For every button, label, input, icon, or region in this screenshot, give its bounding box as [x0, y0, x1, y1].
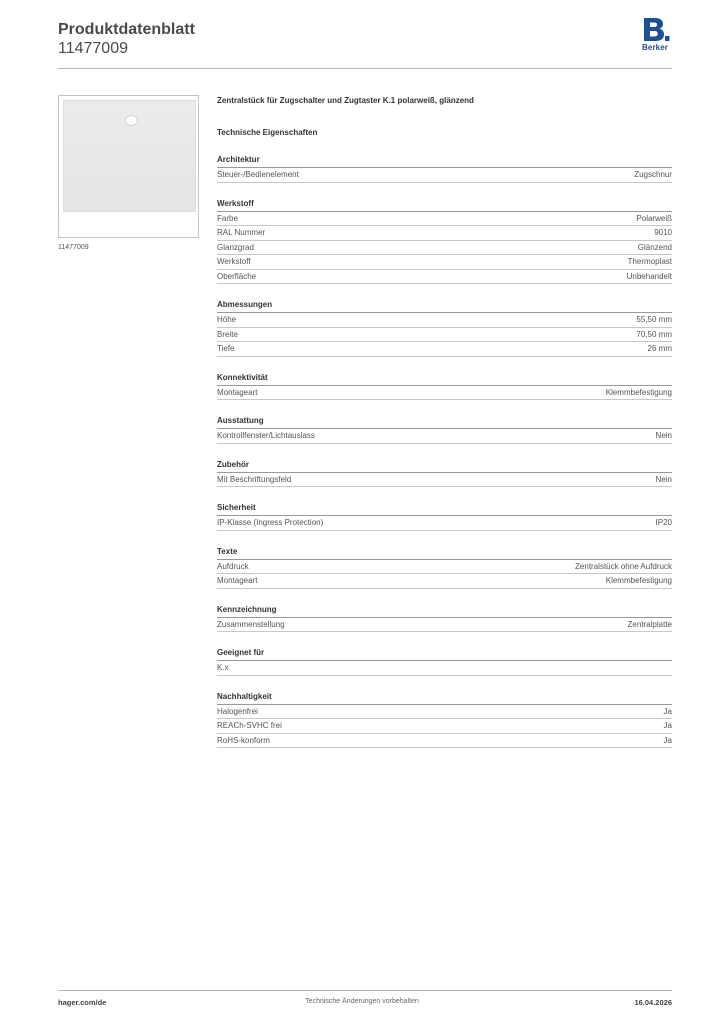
property-value: Zentralplatte [627, 619, 672, 629]
product-name: Zentralstück für Zugschalter und Zugtaster K.1 polarweiß, glänzend [217, 96, 474, 105]
property-row [217, 212, 672, 227]
property-row [217, 386, 672, 401]
property-row [217, 705, 672, 720]
property-label: Halogenfrei [217, 706, 258, 716]
property-label: Zusammenstellung [217, 619, 285, 629]
property-row [217, 574, 672, 589]
property-label: Breite [217, 329, 238, 339]
property-row [217, 342, 672, 357]
property-row [217, 473, 672, 488]
footer-disclaimer: Technische Änderungen vorbehalten [305, 998, 419, 1005]
group-title: Abmessungen [217, 300, 672, 313]
property-value: Polarweiß [636, 213, 672, 223]
property-label: K.x [217, 663, 229, 672]
berker-logo [638, 17, 672, 52]
property-group [217, 648, 672, 676]
property-label: Aufdruck [217, 561, 249, 571]
group-title: Zubehör [217, 460, 672, 473]
image-caption: 11477009 [58, 244, 89, 251]
property-group [217, 416, 672, 444]
property-value: IP20 [655, 518, 672, 527]
property-label: Steuer-/Bedienelement [217, 170, 299, 179]
section-title: Technische Eigenschaften [217, 128, 318, 137]
property-row [217, 618, 672, 633]
property-row [217, 661, 672, 676]
property-row [217, 168, 672, 183]
property-row [217, 241, 672, 256]
property-group [217, 605, 672, 633]
property-row [217, 560, 672, 575]
property-row [217, 328, 672, 343]
property-label: Tiefe [217, 344, 235, 353]
property-group [217, 300, 672, 357]
property-value: Ja [663, 721, 672, 730]
document-header [58, 20, 195, 58]
product-image [58, 95, 199, 238]
property-label: IP-Klasse (Ingress Protection) [217, 518, 324, 527]
property-value: 55,50 mm [636, 315, 672, 324]
group-title: Sicherheit [217, 503, 672, 516]
property-value: Nein [655, 431, 672, 440]
property-group [217, 547, 672, 589]
group-title: Ausstattung [217, 416, 672, 429]
property-label: Glanzgrad [217, 242, 254, 252]
property-label: RAL Nummer [217, 228, 266, 237]
property-value: 9010 [654, 228, 672, 237]
property-row [217, 719, 672, 734]
property-value: Thermoplast [627, 257, 672, 266]
property-group [217, 373, 672, 401]
property-row [217, 255, 672, 270]
pull-cord-hole [125, 115, 138, 126]
group-title: Konnektivität [217, 373, 672, 386]
property-value: Glänzend [637, 242, 672, 252]
property-group [217, 155, 672, 183]
property-value: Klemmbefestigung [605, 576, 672, 585]
footer-divider [58, 990, 672, 991]
property-value: 26 mm [647, 344, 672, 353]
document-title: Produktdatenblatt [58, 21, 195, 38]
property-row [217, 429, 672, 444]
footer-date: 16.04.2026 [634, 998, 672, 1007]
property-value: Ja [663, 706, 672, 716]
group-title: Texte [217, 547, 672, 560]
property-value: Nein [655, 474, 672, 484]
property-value: 70,50 mm [636, 329, 672, 339]
property-group [217, 460, 672, 488]
property-label: Farbe [217, 213, 238, 223]
property-value: Zentralstück ohne Aufdruck [575, 561, 672, 571]
property-groups [217, 155, 672, 748]
property-label: Oberfläche [217, 271, 257, 281]
property-value: Klemmbefestigung [605, 387, 672, 397]
property-value: Ja [663, 735, 672, 745]
footer-website: hager.com/de [58, 998, 107, 1007]
property-group [217, 503, 672, 531]
header-divider [58, 68, 672, 69]
logo-text: Berker [642, 43, 668, 52]
property-label: Montageart [217, 576, 258, 585]
group-title: Werkstoff [217, 199, 672, 212]
property-row [217, 734, 672, 749]
group-title: Nachhaltigkeit [217, 692, 672, 705]
group-title: Kennzeichnung [217, 605, 672, 618]
article-number: 11477009 [58, 40, 128, 57]
product-details [217, 95, 672, 748]
group-title: Architektur [217, 155, 672, 168]
property-label: RoHS-konform [217, 735, 270, 745]
property-label: Mit Beschriftungsfeld [217, 474, 292, 484]
property-value: Zugschnur [634, 170, 672, 179]
property-group [217, 692, 672, 749]
property-row [217, 313, 672, 328]
property-label: Höhe [217, 315, 237, 324]
property-row [217, 516, 672, 531]
property-row [217, 270, 672, 285]
property-label: Kontrollfenster/Lichtauslass [217, 431, 315, 440]
property-label: REACh-SVHC frei [217, 721, 282, 730]
product-plate [63, 100, 196, 212]
property-label: Montageart [217, 387, 258, 397]
property-group [217, 199, 672, 285]
property-row [217, 226, 672, 241]
logo-mark [640, 17, 670, 42]
group-title: Geeignet für [217, 648, 672, 661]
property-value: Unbehandelt [626, 271, 672, 281]
property-label: Werkstoff [217, 257, 251, 266]
